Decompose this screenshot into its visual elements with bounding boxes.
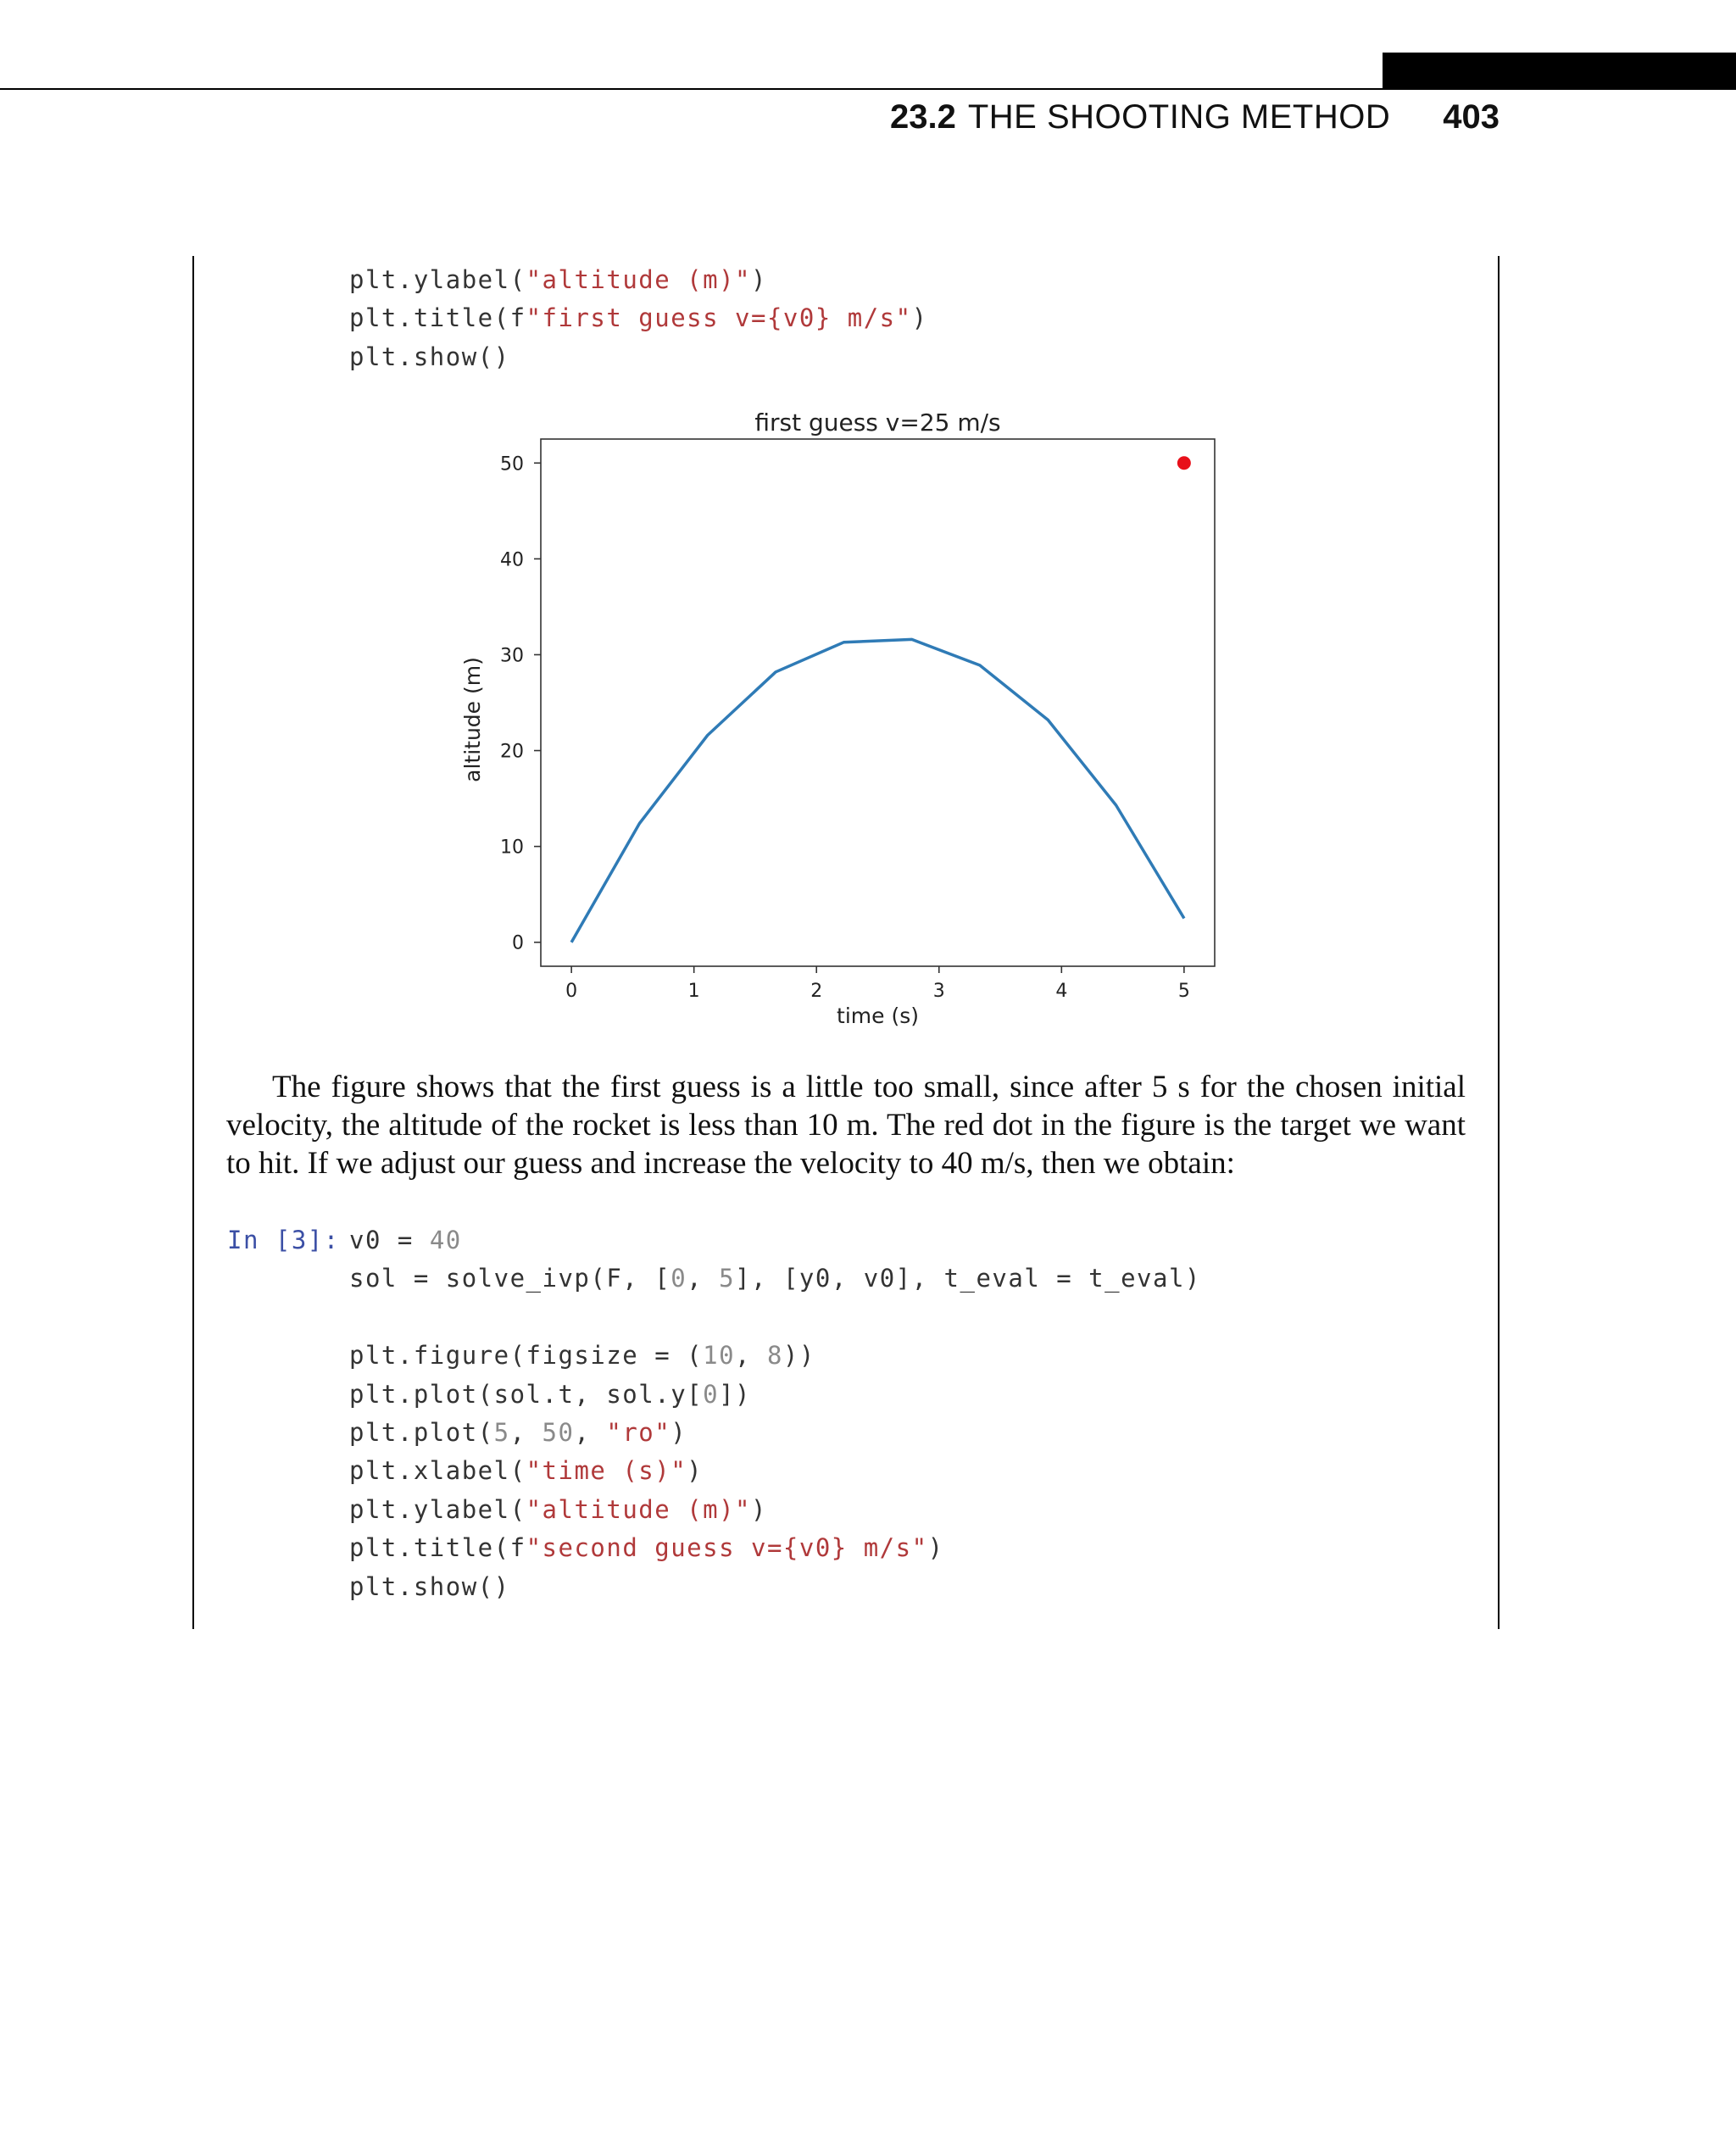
- chart-title: first guess v=25 m/s: [754, 409, 1001, 437]
- code-token: "altitude (m)": [526, 1494, 751, 1524]
- y-tick-label: 30: [500, 645, 524, 667]
- y-tick-label: 20: [500, 741, 524, 763]
- code-token: plt.xlabel(: [349, 1456, 526, 1486]
- x-axis-label: time (s): [837, 1004, 919, 1028]
- x-tick-label: 3: [932, 981, 945, 1002]
- code-token: ): [751, 265, 767, 294]
- x-tick-label: 5: [1177, 981, 1190, 1002]
- code-token: "ro": [606, 1417, 671, 1447]
- y-tick-label: 40: [500, 549, 524, 571]
- body-paragraph: [226, 1068, 1466, 1182]
- y-axis-label: altitude (m): [460, 657, 485, 782]
- code-bottom-line: [349, 1568, 1201, 1606]
- code-token: 40: [429, 1226, 462, 1254]
- code-frame-left-border: [192, 256, 194, 1629]
- code-frame-right-border: [1498, 256, 1500, 1629]
- code-token: plt.figure(figsize = (: [349, 1341, 704, 1371]
- line-chart: [441, 398, 1238, 1043]
- code-token: plt.plot(: [349, 1417, 494, 1447]
- section-title: THE SHOOTING METHOD: [967, 97, 1391, 136]
- plot-frame: [541, 439, 1215, 966]
- code-token: ,: [509, 1417, 542, 1447]
- code-token: ): [927, 1533, 944, 1563]
- code-block-top: [349, 261, 928, 376]
- code-bottom-line: [349, 1452, 1201, 1490]
- code-token: ): [687, 1456, 704, 1486]
- code-bottom-line: [349, 1529, 1201, 1567]
- code-bottom-line: [349, 1491, 1201, 1529]
- code-token: plt.ylabel(: [349, 265, 526, 294]
- code-bottom-line: [349, 1414, 1201, 1452]
- code-token: 5: [719, 1264, 736, 1293]
- code-token: plt.title(f: [349, 303, 526, 333]
- code-top-line: [349, 261, 928, 299]
- code-token: ): [670, 1417, 687, 1447]
- code-bottom-line: [349, 1376, 1201, 1414]
- y-tick-label: 0: [512, 932, 524, 954]
- code-token: ,: [735, 1341, 767, 1371]
- code-top-line: [349, 338, 928, 376]
- cell-prompt: In [3]:: [227, 1226, 340, 1254]
- code-token: "second guess v={v0} m/s": [526, 1533, 928, 1563]
- code-token: v0 =: [349, 1226, 430, 1254]
- x-tick-label: 2: [810, 981, 823, 1002]
- code-token: 10: [703, 1341, 736, 1371]
- code-token: 0: [670, 1264, 687, 1293]
- code-token: ], [y0, v0], t_eval = t_eval): [735, 1264, 1201, 1293]
- code-token: 5: [493, 1417, 510, 1447]
- x-tick-label: 1: [687, 981, 700, 1002]
- page-number: 403: [1443, 97, 1500, 136]
- code-token: "altitude (m)": [526, 265, 751, 294]
- code-bottom-line: [349, 1260, 1201, 1298]
- code-bottom-line: [349, 1221, 1201, 1260]
- code-token: ]): [719, 1379, 751, 1409]
- code-token: ,: [574, 1417, 607, 1447]
- running-head: [890, 92, 1500, 142]
- code-token: plt.show(): [349, 342, 510, 371]
- code-token: "time (s)": [526, 1456, 687, 1486]
- header-black-tab: [1383, 53, 1736, 90]
- code-token: plt.title(f: [349, 1533, 526, 1563]
- code-token: sol = solve_ivp(F, [: [349, 1264, 671, 1293]
- x-tick-label: 0: [565, 981, 578, 1002]
- x-tick-label: 4: [1055, 981, 1068, 1002]
- code-top-line: [349, 299, 928, 337]
- y-tick-label: 50: [500, 453, 524, 475]
- code-token: 0: [703, 1379, 720, 1409]
- code-token: )): [782, 1341, 815, 1371]
- code-token: ): [751, 1494, 767, 1524]
- section-number: 23.2: [890, 97, 956, 136]
- code-block-bottom: [349, 1221, 1201, 1606]
- code-token: ,: [687, 1264, 720, 1293]
- code-token: plt.show(): [349, 1571, 510, 1601]
- series-line: [571, 639, 1184, 942]
- code-token: ): [911, 303, 928, 333]
- code-token: 8: [766, 1341, 783, 1371]
- code-token: 50: [542, 1417, 575, 1447]
- y-tick-label: 10: [500, 837, 524, 859]
- code-token: plt.plot(sol.t, sol.y[: [349, 1379, 704, 1409]
- code-token: "first guess v={v0} m/s": [526, 303, 912, 333]
- target-marker: [1177, 456, 1191, 470]
- code-token: plt.ylabel(: [349, 1494, 526, 1524]
- code-bottom-line: [349, 1337, 1201, 1375]
- header-rule: [0, 88, 1736, 90]
- paragraph-text: The figure shows that the first guess is a little too small, since after 5 s for the chosen initial velocity, the altitude of the rocket is less than 10 m. The red dot in the figure is the target we want to hit. If we adjust our guess and increase the velocity to 40 m/s, then we obtain:: [226, 1070, 1466, 1181]
- code-bottom-line: [349, 1299, 1201, 1337]
